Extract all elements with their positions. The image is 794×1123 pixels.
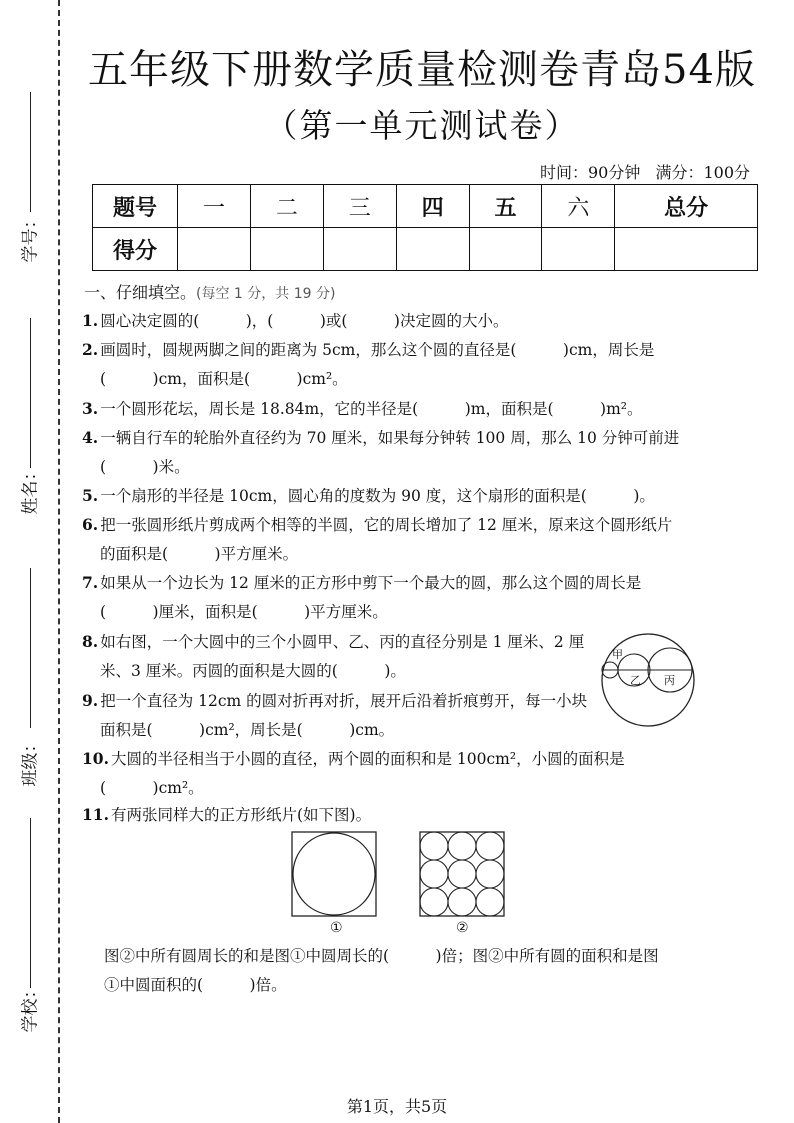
question-number: 3. — [82, 399, 99, 418]
question-number: 7. — [82, 573, 99, 592]
score-header-cell: 题号 — [93, 185, 178, 228]
question-text-continued: ( )cm²。 — [100, 779, 204, 797]
question-2 — [82, 335, 694, 394]
question-11 — [82, 800, 694, 830]
score-cell[interactable] — [615, 228, 758, 271]
score-cell[interactable] — [250, 228, 323, 271]
page-footer: 第1页，共5页 — [346, 1097, 448, 1116]
question-text: 一个圆形花坛，周长是 18.84m，它的半径是( )m，面积是( )m²。 — [100, 400, 643, 418]
question-11-followup-line2: ①中圆面积的( )倍。 — [104, 976, 287, 994]
student-id-label: 学号： — [20, 211, 41, 263]
question-text-continued: ( )米。 — [100, 458, 190, 476]
square-label-1: ① — [330, 920, 343, 936]
question-text-continued: 米、3 厘米。丙圆的面积是大圆的( )。 — [100, 662, 406, 680]
question-text: 如果从一个边长为 12 厘米的正方形中剪下一个最大的圆，那么这个圆的周长是 — [100, 574, 642, 592]
score-header-cell: 总分 — [615, 185, 758, 228]
question-number: 4. — [82, 428, 99, 447]
score-header-cell: 五 — [469, 185, 542, 228]
exam-full-score: 满分：100分 — [655, 163, 750, 182]
question-number: 9. — [82, 691, 99, 710]
figure-two-squares — [286, 828, 516, 936]
question-text-continued: 的面积是( )平方厘米。 — [100, 545, 299, 563]
score-header-cell: 六 — [542, 185, 615, 228]
question-text-continued: 面积是( )cm²，周长是( )cm。 — [100, 721, 395, 739]
question-4 — [82, 423, 694, 482]
question-7 — [82, 568, 694, 627]
question-8 — [82, 627, 597, 686]
square-label-2: ② — [456, 920, 469, 936]
score-cell[interactable] — [396, 228, 469, 271]
figure-nested-circles — [600, 632, 696, 732]
class-line — [30, 568, 31, 728]
score-header-cell: 四 — [396, 185, 469, 228]
question-text: 圆心决定圆的( )，( )或( )决定圆的大小。 — [100, 312, 509, 330]
section-heading — [84, 280, 335, 303]
score-cell[interactable] — [542, 228, 615, 271]
question-9 — [82, 686, 597, 745]
school-label: 学校： — [20, 981, 41, 1033]
score-cell[interactable] — [323, 228, 396, 271]
section-title: 一、仔细填空。 — [84, 283, 197, 302]
exam-info — [530, 160, 750, 183]
question-text: 大圆的半径相当于小圆的直径，两个圆的面积和是 100cm²，小圆的面积是 — [110, 750, 625, 768]
score-cell[interactable] — [469, 228, 542, 271]
class-label: 班级： — [20, 735, 41, 787]
question-6 — [82, 510, 694, 569]
question-11-followup — [104, 942, 704, 1000]
score-table — [92, 184, 758, 271]
binding-dashed-line — [58, 0, 60, 1123]
question-5 — [82, 481, 694, 511]
score-cell[interactable] — [178, 228, 251, 271]
page-subtitle: （第一单元测试卷） — [264, 106, 580, 145]
school-line — [30, 818, 31, 988]
name-line — [30, 318, 31, 468]
question-11-followup-line1: 图②中所有圆周长的和是图①中圆周长的( )倍；图②中所有圆的面积和是图 — [104, 947, 659, 965]
score-table-header-row — [93, 185, 758, 228]
question-text-continued: ( )厘米，面积是( )平方厘米。 — [100, 603, 388, 621]
two-squares-svg — [286, 828, 516, 918]
circle-label-jia: 甲 — [612, 648, 623, 661]
question-number: 6. — [82, 515, 99, 534]
question-text: 有两张同样大的正方形纸片(如下图)。 — [110, 806, 372, 824]
score-row-label: 得分 — [93, 228, 178, 271]
exam-time: 时间：90分钟 — [539, 163, 641, 182]
section-note: (每空 1 分，共 19 分) — [196, 286, 336, 302]
student-id-line — [30, 92, 31, 212]
question-text: 画圆时，圆规两脚之间的距离为 5cm，那么这个圆的直径是( )cm，周长是 — [100, 341, 655, 359]
question-number: 5. — [82, 486, 99, 505]
question-1 — [82, 306, 694, 336]
score-header-cell: 二 — [250, 185, 323, 228]
question-10 — [82, 744, 694, 803]
question-number: 8. — [82, 632, 99, 651]
question-text: 如右图，一个大圆中的三个小圆甲、乙、丙的直径分别是 1 厘米、2 厘 — [100, 633, 585, 651]
score-header-cell: 一 — [178, 185, 251, 228]
question-3 — [82, 394, 694, 424]
question-number: 11. — [82, 805, 109, 824]
question-text-continued: ( )cm，面积是( )cm²。 — [100, 370, 348, 388]
score-header-cell: 三 — [323, 185, 396, 228]
question-text: 把一个直径为 12cm 的圆对折再对折，展开后沿着折痕剪开，每一小块 — [100, 692, 588, 710]
question-number: 10. — [82, 749, 109, 768]
circle-label-yi: 乙 — [630, 674, 641, 687]
question-text: 把一张圆形纸片剪成两个相等的半圆，它的周长增加了 12 厘米，原来这个圆形纸片 — [100, 516, 673, 534]
question-text: 一辆自行车的轮胎外直径约为 70 厘米，如果每分钟转 100 周，那么 10 分钟可前进 — [100, 429, 680, 447]
circle-label-bing: 丙 — [664, 674, 675, 687]
question-number: 2. — [82, 340, 99, 359]
page-title: 五年级下册数学质量检测卷青岛54版 — [88, 47, 756, 93]
name-label: 姓名： — [20, 463, 41, 515]
question-number: 1. — [82, 311, 99, 330]
question-text: 一个扇形的半径是 10cm，圆心角的度数为 90 度，这个扇形的面积是( )。 — [100, 487, 655, 505]
score-table-score-row — [93, 228, 758, 271]
